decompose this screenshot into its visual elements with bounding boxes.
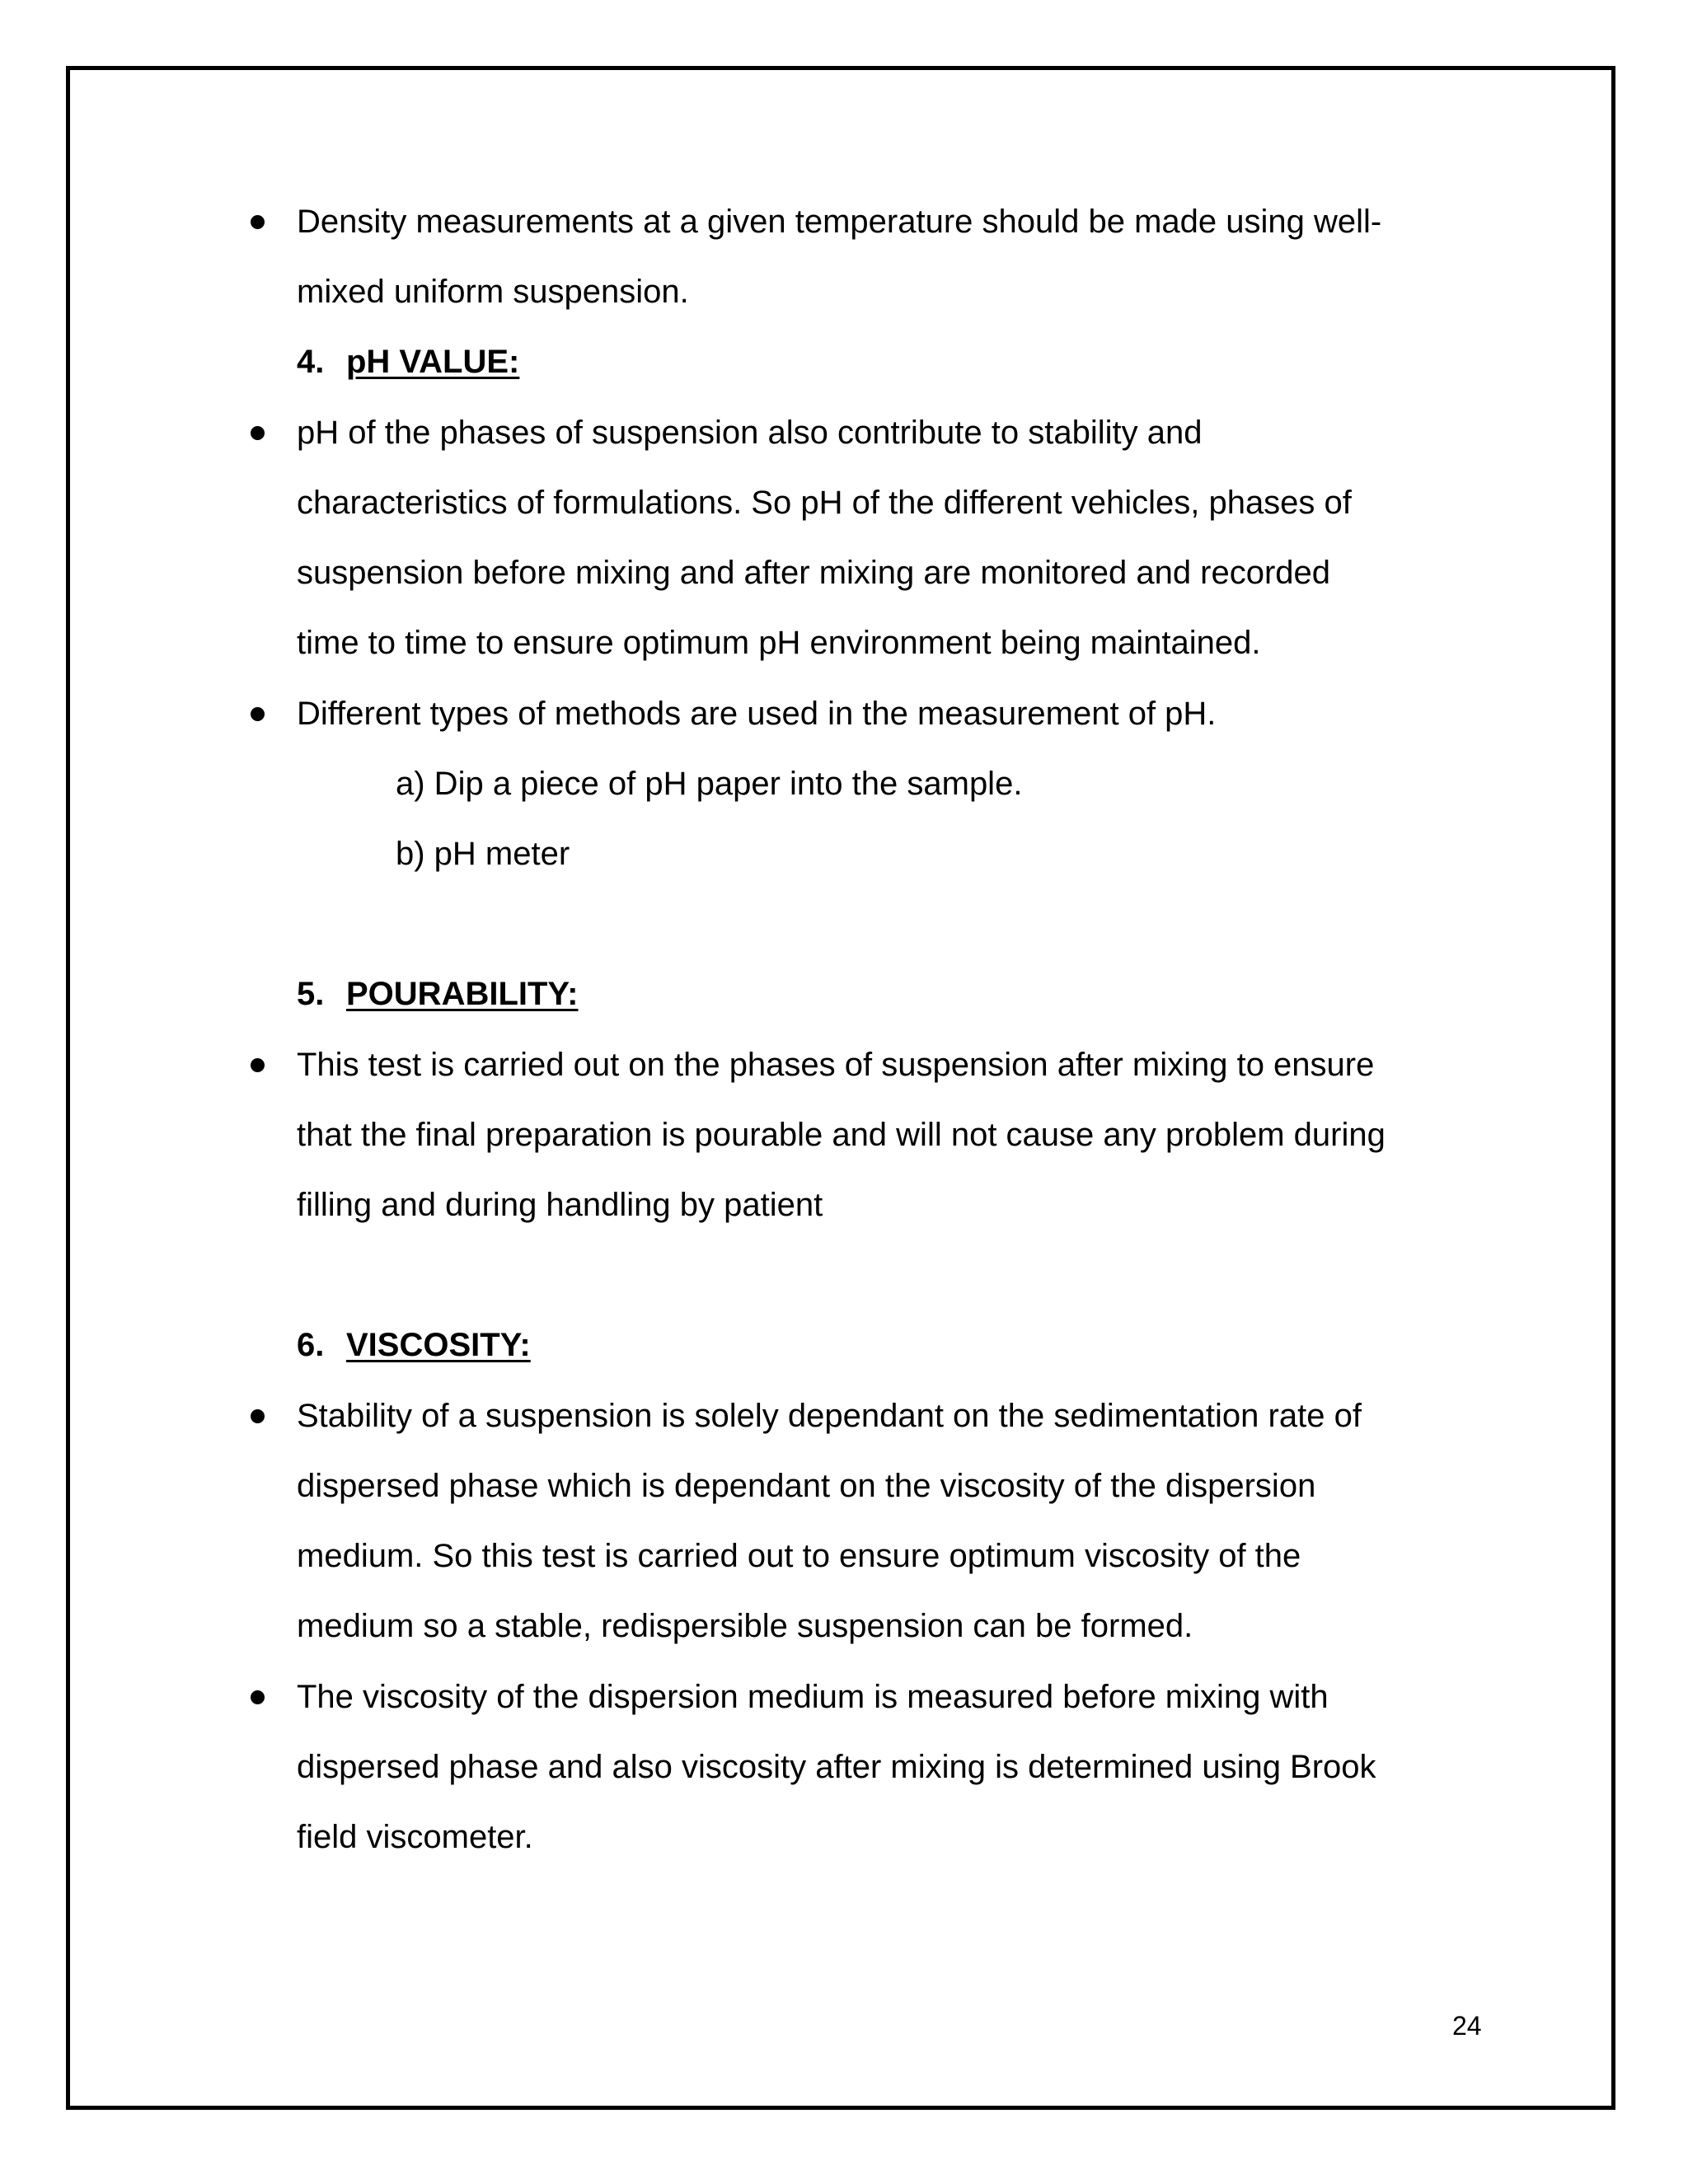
bullet-pourability-1 [251,1058,265,1072]
bullet-density [251,215,265,229]
pourability-line-2: that the final preparation is pourable and will not cause any problem during [297,1117,1386,1153]
viscosity-bullet1-line-3: medium. So this test is carried out to ensure optimum viscosity of the [297,1538,1301,1574]
heading-viscosity-title: VISCOSITY: [346,1327,531,1363]
ph-bullet1-line-4: time to time to ensure optimum pH environment being maintained. [297,625,1261,661]
pourability-line-1: This test is carried out on the phases of suspension after mixing to ensure [297,1047,1375,1083]
pourability-line-3: filling and during handling by patient [297,1187,823,1223]
bullet-viscosity-2 [251,1690,265,1704]
heading-pourability [297,974,578,1014]
density-line-2: mixed uniform suspension. [297,274,689,310]
viscosity-bullet2-line-3: field viscometer. [297,1819,533,1855]
heading-pourability-number: 5. [297,976,325,1012]
heading-viscosity [297,1325,531,1365]
heading-ph-title: pH VALUE: [346,344,520,380]
bullet-viscosity-1 [251,1409,265,1423]
bullet-ph-2 [251,707,265,721]
ph-bullet2-line-1: Different types of methods are used in the measurement of pH. [297,696,1217,732]
viscosity-bullet2-line-2: dispersed phase and also viscosity after mixing is determined using Brook [297,1749,1376,1785]
ph-bullet1-line-1: pH of the phases of suspension also contribute to stability and [297,415,1203,451]
heading-ph-number: 4. [297,344,325,380]
ph-bullet1-line-2: characteristics of formulations. So pH of the different vehicles, phases of [297,485,1352,521]
heading-ph-value [297,342,519,382]
ph-method-b: b) pH meter [396,836,570,872]
heading-pourability-title: POURABILITY: [346,976,579,1012]
viscosity-bullet1-line-4: medium so a stable, redispersible suspension can be formed. [297,1608,1193,1644]
viscosity-bullet1-line-2: dispersed phase which is dependant on the viscosity of the dispersion [297,1468,1316,1504]
page-number: 24 [1452,2011,1482,2041]
bullet-ph-1 [251,426,265,440]
heading-viscosity-number: 6. [297,1327,325,1363]
viscosity-bullet2-line-1: The viscosity of the dispersion medium is measured before mixing with [297,1679,1329,1715]
viscosity-bullet1-line-1: Stability of a suspension is solely dependant on the sedimentation rate of [297,1398,1362,1434]
density-line-1: Density measurements at a given temperature should be made using well- [297,204,1382,240]
ph-method-a: a) Dip a piece of pH paper into the sample. [396,766,1023,802]
ph-bullet1-line-3: suspension before mixing and after mixing are monitored and recorded [297,555,1331,591]
